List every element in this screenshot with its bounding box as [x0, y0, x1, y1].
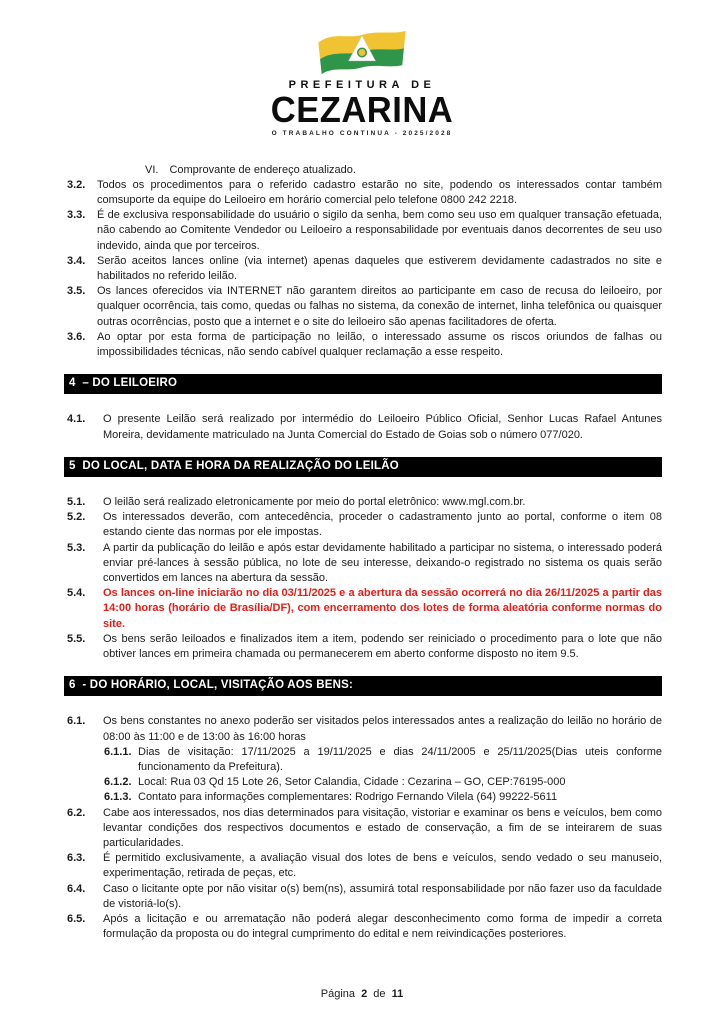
clause-6-1-2	[104, 775, 662, 790]
flag-seal-center	[358, 49, 365, 56]
clause-text: A partir da publicação do leilão e após estar devidamente habilitado a participar no sistema, o interessado poderá enviar pré-lances à sessão pública, no lote de seu interesse, deixando-o registrado no sistema os quais serão convertidos em lances na abertura da sessão.	[103, 541, 662, 584]
page-footer	[0, 988, 724, 1000]
clause-number: 6.1.3.	[104, 791, 132, 804]
clause-6-5	[67, 912, 662, 942]
clause-number: 3.3.	[67, 209, 86, 222]
clause-5-3	[67, 541, 662, 587]
clause-text: Os lances oferecidos via INTERNET não garantem direitos ao participante em caso de recusa do leiloeiro, por qualquer ocorrência, tais como, quedas ou falhas no sistema, da conexão de internet, linha telefônica ou quaisquer outras ocorrências, posto que a internet e o site do leiloeiro são apenas facilitadores de oferta.	[97, 285, 662, 328]
header-logo	[0, 0, 724, 138]
list-item-vi-number: VI.	[145, 163, 159, 176]
list-item-vi-text: Comprovante de endereço atualizado.	[169, 163, 356, 176]
clause-3-2	[67, 178, 662, 208]
clause-text: O leilão será realizado eletronicamente por meio do portal eletrônico: www.mgl.com.br.	[103, 495, 526, 508]
clause-6-4	[67, 882, 662, 912]
clause-text: Todos os procedimentos para o referido cadastro estarão no site, podendo os interessados contar também comsuporte da equipe do Leiloeiro em horário comercial pelo telefone 0800 242 2218.	[97, 178, 662, 206]
logo-tagline: O TRABALHO CONTINUA - 2025/2028	[271, 130, 453, 137]
clause-number: 6.1.1.	[104, 745, 132, 758]
clause-3-6	[67, 330, 662, 360]
clause-number: 5.3.	[67, 541, 86, 554]
clause-number: 6.2.	[67, 806, 86, 819]
clause-number: 3.4.	[67, 254, 86, 267]
clause-text: Ao optar por esta forma de participação no leilão, o interessado assume os riscos oriundos de falhas ou impossibilidades técnicas, não sendo cabível qualquer reclamação a esse respeito.	[97, 330, 662, 358]
clause-text: Os interessados deverão, com antecedência, proceder o cadastramento junto ao portal, conforme o item 08 estando ciente das normas por ele impostas.	[103, 511, 662, 539]
clause-4-1	[67, 412, 662, 442]
footer-of-label: de	[373, 988, 386, 1000]
clause-text: Dias de visitação: 17/11/2025 a 19/11/2025 e dias 24/11/2005 e 25/11/2025(Dias uteis conforme funcionamento da Prefeitura).	[138, 745, 662, 773]
clause-text: Caso o licitante opte por não visitar o(s) bem(ns), assumirá total responsabilidade por não fazer uso da faculdade de vistoriá-lo(s).	[103, 882, 662, 910]
clause-number: 6.4.	[67, 882, 86, 895]
clause-number: 6.5.	[67, 913, 86, 926]
clause-6-1	[67, 714, 662, 744]
clause-6-2	[67, 806, 662, 852]
clause-text: É permitido exclusivamente, a avaliação visual dos lotes de bens e veículos, sendo vedado o seu manuseio, experimentação, retirada de peças, etc.	[103, 852, 662, 880]
document-body	[67, 163, 662, 943]
footer-page-number: 2	[361, 988, 368, 1000]
clause-5-2	[67, 510, 662, 540]
clause-text-highlighted: Os lances on-line iniciarão no dia 03/11/2025 e a abertura da sessão ocorrerá no dia 26/11/2025 a partir das 14:00 horas (horário de Brasília/DF), com encerramento dos lotes de forma aleatória conforme normas do site.	[103, 587, 662, 630]
footer-total-pages: 11	[391, 988, 404, 1000]
clause-3-5	[67, 284, 662, 330]
section-6-header: 6 - DO HORÁRIO, LOCAL, VISITAÇÃO AOS BENS:	[64, 676, 662, 696]
clause-3-3	[67, 208, 662, 254]
clause-text: É de exclusiva responsabilidade do usuário o sigilo da senha, bem como seu uso em qualquer transação efetuada, não cabendo ao Comitente Vendedor ou Leiloeiro a responsabilidade por eventuais danos decorrentes de seu uso indevido, ainda que por terceiros.	[97, 209, 662, 252]
clause-text: Após a licitação e ou arrematação não poderá alegar desconhecimento como forma de impedir a correta formulação da proposta ou do integral cumprimento do edital e nem reivindicações posteriores.	[103, 913, 662, 941]
clause-number: 5.1.	[67, 495, 86, 508]
clause-number: 6.1.	[67, 715, 86, 728]
clause-number: 5.2.	[67, 511, 86, 524]
clause-number: 5.5.	[67, 632, 86, 645]
cezarina-flag-icon	[310, 28, 414, 77]
clause-number: 3.2.	[67, 178, 86, 191]
clause-number: 5.4.	[67, 587, 86, 600]
clause-5-5	[67, 632, 662, 662]
clause-text: Contato para informações complementares: Rodrigo Fernando Vilela (64) 99222-5611	[138, 791, 558, 804]
clause-text: O presente Leilão será realizado por intermédio do Leiloeiro Público Oficial, Senhor Lucas Rafael Antunes Moreira, devidamente matriculado na Junta Comercial do Estado de Goias sob o número 077/020.	[103, 413, 662, 441]
clause-6-3	[67, 851, 662, 881]
clause-text: Serão aceitos lances online (via internet) apenas daqueles que estiverem devidamente cadastrados no site e habilitados no referido leilão.	[97, 254, 662, 282]
logo-org-line: PREFEITURA DE	[288, 79, 436, 91]
clause-text: Cabe aos interessados, nos dias determinados para visitação, vistoriar e examinar os bens e veículos, bem como levantar condições dos respectivos documentos e estado de conservação, a fim de se inteirarem de suas particularidades.	[103, 806, 662, 850]
clause-6-1-1	[104, 745, 662, 775]
footer-label: Página	[320, 988, 356, 1000]
clause-5-1	[67, 495, 662, 510]
clause-text: Local: Rua 03 Qd 15 Lote 26, Setor Calandia, Cidade : Cezarina – GO, CEP:76195-000	[138, 776, 566, 789]
clause-number: 3.6.	[67, 330, 86, 343]
section-5-header: 5 DO LOCAL, DATA E HORA DA REALIZAÇÃO DO LEILÃO	[64, 457, 662, 477]
section-4-header: 4 – DO LEILOEIRO	[64, 374, 662, 394]
clause-number: 6.1.2.	[104, 776, 132, 789]
clause-6-1-3	[104, 790, 662, 805]
clause-5-4-highlighted	[67, 586, 662, 632]
clause-number: 4.1.	[67, 413, 86, 426]
clause-text: Os bens serão leiloados e finalizados item a item, podendo ser reiniciado o procedimento para o lote que não obtiver lances em primeira chamada ou permanecerem em aberto conforme disposto no item 9.5.	[103, 632, 662, 660]
clause-number: 6.3.	[67, 852, 86, 865]
clause-number: 3.5.	[67, 285, 86, 298]
clause-text: Os bens constantes no anexo poderão ser visitados pelos interessados antes a realização do leilão no horário de 08:00 às 11:00 e de 13:00 às 16:00 horas	[103, 715, 662, 743]
list-item-vi	[67, 163, 662, 178]
clause-3-4	[67, 254, 662, 284]
logo-city-name: CEZARINA	[270, 89, 454, 130]
